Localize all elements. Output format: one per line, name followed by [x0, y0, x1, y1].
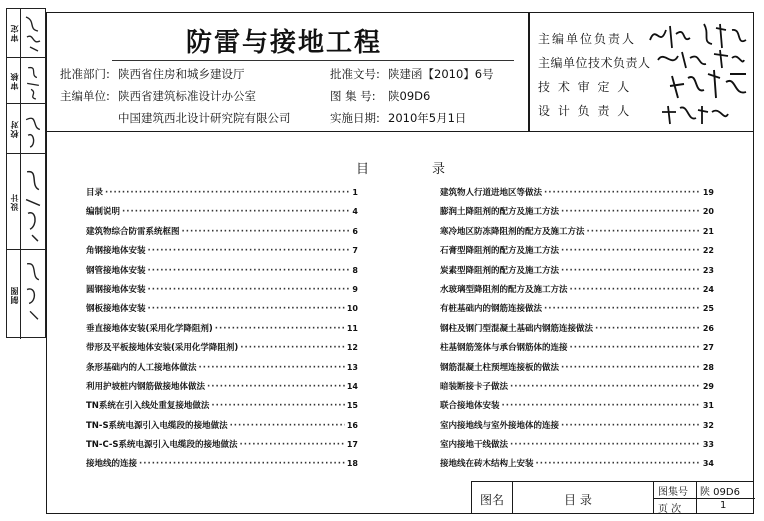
toc-item[interactable]: TN-S系统电源引入电缆段的接地做法 ····· 16	[86, 419, 358, 438]
design-head: 设 计 负 责 人	[538, 104, 632, 118]
toc-item[interactable]: 接地线在砖木结构上安装 ····· 34	[440, 457, 714, 476]
approval-no: 陕建函【2010】6号	[388, 67, 494, 81]
handwritten-signature-icon	[658, 100, 730, 128]
side-cell-check	[7, 103, 45, 153]
toc-heading-2: 录	[432, 162, 446, 177]
toc-item[interactable]: 钢柱及钢门型混凝土基础内钢筋连接做法 ····· 26	[440, 322, 714, 341]
toc-item[interactable]: 钢板接地体安装 ····· 10	[86, 302, 358, 321]
toc-item[interactable]: 建筑物人行道进地区等做法 ····· 19	[440, 186, 714, 205]
toc-item[interactable]: 膨润土降阻剂的配方及施工方法 ····· 20	[440, 205, 714, 224]
toc-item[interactable]: 室内接地线与室外接地体的连接 ····· 32	[440, 419, 714, 438]
atlas-no: 陕 09D6	[700, 487, 740, 498]
toc-item[interactable]: 水玻璃型降阻剂的配方及施工方法 ····· 24	[440, 283, 714, 302]
drawing-name: 目 录	[564, 493, 592, 507]
side-label: 审定	[9, 24, 19, 42]
toc-item[interactable]: 利用护坡桩内钢筋做接地体做法 ····· 14	[86, 380, 358, 399]
toc-item[interactable]: 室内接地干线做法 ····· 33	[440, 438, 714, 457]
toc-heading-1: 目	[356, 162, 370, 177]
toc-item[interactable]: 炭素型降阻剂的配方及施工方法 ····· 23	[440, 264, 714, 283]
toc-item[interactable]: 建筑物综合防雷系统框图 ····· 6	[86, 225, 358, 244]
side-cell-design	[7, 153, 45, 249]
impl-date-label: 实施日期:	[330, 111, 380, 125]
signature-strip	[6, 8, 46, 338]
toc-item[interactable]: TN-C-S系统电源引入电缆段的接地做法 ····· 17	[86, 438, 358, 457]
chief-unit-head: 主编单位负责人	[538, 32, 637, 46]
toc-item[interactable]: 接地线的连接 ····· 18	[86, 457, 358, 476]
side-label: 设计	[9, 192, 19, 211]
toc-item[interactable]: 垂直接地体安装(采用化学降阻剂) ····· 11	[86, 322, 358, 341]
header	[46, 12, 754, 132]
side-label: 校对	[9, 119, 19, 138]
toc-item[interactable]: 钢筋混凝土柱预埋连接板的做法 ····· 28	[440, 361, 714, 380]
toc-item[interactable]: 寒冷地区防冻降阻剂的配方及施工方法 ····· 21	[440, 225, 714, 244]
toc-item[interactable]: 目录 ····· 1	[86, 186, 358, 205]
drawing-name-label: 图名	[480, 493, 505, 507]
toc-item[interactable]: 圆钢接地体安装 ····· 9	[86, 283, 358, 302]
toc-right-column	[440, 186, 714, 477]
handwritten-signature-icon	[22, 106, 44, 151]
page-title: 防雷与接地工程	[186, 28, 383, 58]
side-label: 审核	[9, 71, 19, 90]
toc-item[interactable]: 联合接地体安装 ····· 31	[440, 399, 714, 418]
side-label: 制图	[9, 285, 19, 304]
chief-unit-2: 中国建筑西北设计研究院有限公司	[118, 111, 291, 125]
toc-item[interactable]: 有桩基础内的钢筋连接做法 ····· 25	[440, 302, 714, 321]
atlas-no-label: 图集号	[658, 487, 688, 498]
approval-dept-label: 批准部门:	[60, 67, 110, 81]
side-cell-approve	[7, 9, 45, 57]
page-number: 1	[720, 500, 727, 511]
handwritten-signature-icon	[22, 11, 44, 55]
side-cell-review	[7, 57, 45, 103]
atlas-no-label: 图 集 号:	[330, 89, 376, 103]
toc-item[interactable]: 条形基础内的人工接地体做法 ····· 13	[86, 361, 358, 380]
chief-unit-label: 主编单位:	[60, 89, 110, 103]
impl-date: 2010年5月1日	[388, 111, 467, 125]
handwritten-signature-icon	[22, 252, 44, 337]
approval-no-label: 批准文号:	[330, 67, 380, 81]
chief-unit-1: 陕西省建筑标准设计办公室	[118, 89, 256, 103]
title-block	[471, 481, 754, 514]
atlas-no: 陕09D6	[388, 89, 431, 103]
toc-item[interactable]: 编制说明 ····· 4	[86, 205, 358, 224]
toc-item[interactable]: TN系统在引入线处重复接地做法 ····· 15	[86, 399, 358, 418]
tech-reviewer: 技 术 审 定 人	[538, 80, 632, 94]
side-cell-draw	[7, 249, 45, 339]
toc-item[interactable]: 石膏型降阻剂的配方及施工方法 ····· 22	[440, 244, 714, 263]
handwritten-signature-icon	[668, 68, 752, 102]
handwritten-signature-icon	[22, 60, 44, 101]
chief-unit-tech-head: 主编单位技术负责人	[538, 56, 651, 70]
approval-dept: 陕西省住房和城乡建设厅	[118, 67, 245, 81]
toc-item[interactable]: 钢管接地体安装 ····· 8	[86, 264, 358, 283]
toc-left-column	[86, 186, 358, 477]
handwritten-signature-icon	[22, 156, 44, 247]
toc-item[interactable]: 角钢接地体安装 ····· 7	[86, 244, 358, 263]
toc-item[interactable]: 暗装断接卡子做法 ····· 29	[440, 380, 714, 399]
page-label: 页 次	[658, 504, 682, 515]
toc-item[interactable]: 带形及平板接地体安装(采用化学降阻剂) ····· 12	[86, 341, 358, 360]
toc-item[interactable]: 柱基钢筋笼体与承台钢筋体的连接 ····· 27	[440, 341, 714, 360]
